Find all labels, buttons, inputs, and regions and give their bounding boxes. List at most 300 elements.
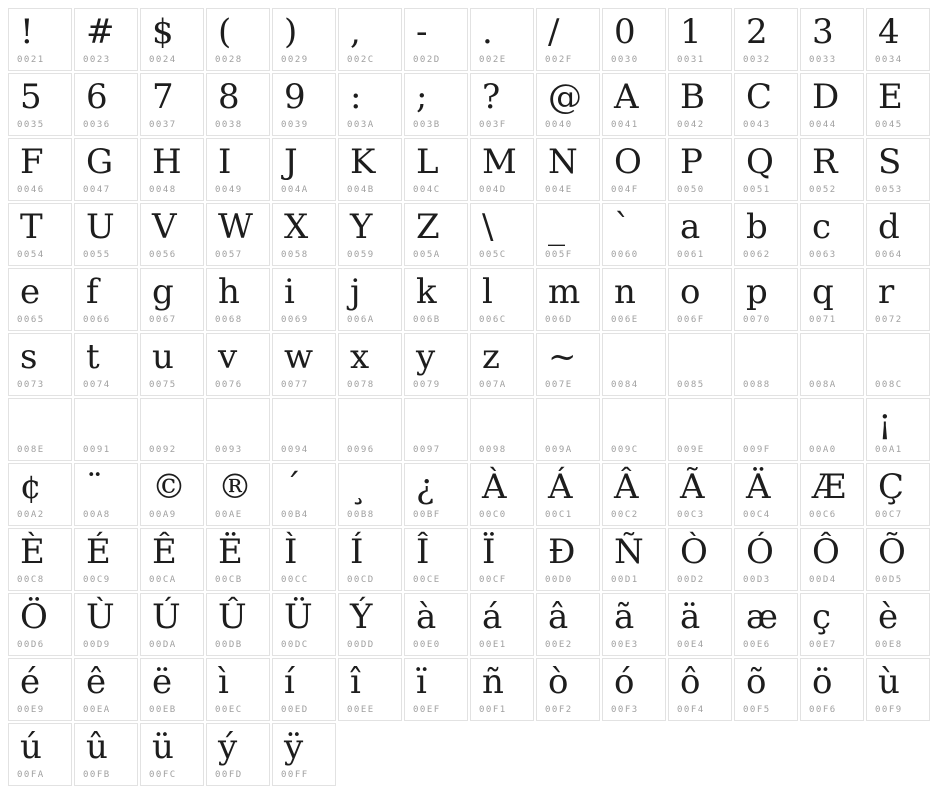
glyph-cell [404, 528, 468, 591]
glyph-cell [140, 333, 204, 396]
glyph-character: : [350, 77, 362, 117]
unicode-code-label: 00CE [413, 575, 441, 585]
unicode-code-label: 0078 [347, 380, 375, 390]
glyph-cell [74, 658, 138, 721]
glyph-character: ¨ [86, 467, 103, 507]
glyph-character [669, 334, 731, 379]
glyph-cell [206, 203, 270, 266]
glyph-character [75, 399, 137, 444]
unicode-code-label: 0048 [149, 185, 177, 195]
unicode-code-label: 008A [809, 380, 837, 390]
glyph-character: 0 [614, 12, 636, 52]
glyph-character: © [152, 467, 186, 507]
glyph-character: U [86, 207, 115, 247]
glyph-character [471, 399, 533, 444]
glyph-cell [734, 73, 798, 136]
glyph-character: ä [680, 597, 701, 637]
glyph-cell [668, 333, 732, 396]
unicode-code-label: 00F1 [479, 705, 507, 715]
glyph-character: Ò [680, 532, 708, 572]
glyph-cell [470, 73, 534, 136]
glyph-cell [74, 398, 138, 461]
glyph-cell [602, 203, 666, 266]
glyph-character: à [416, 597, 437, 637]
unicode-code-label: 00CC [281, 575, 309, 585]
unicode-code-label: 0037 [149, 120, 177, 130]
glyph-cell [404, 73, 468, 136]
unicode-code-label: 00CA [149, 575, 177, 585]
glyph-character: C [746, 77, 773, 117]
unicode-code-label: 00CF [479, 575, 507, 585]
glyph-character [273, 399, 335, 444]
glyph-cell [734, 138, 798, 201]
glyph-character: @ [548, 77, 582, 117]
glyph-character [603, 399, 665, 444]
glyph-character: ú [20, 727, 42, 767]
unicode-code-label: 00E7 [809, 640, 837, 650]
glyph-character: ã [614, 597, 635, 637]
glyph-character: Ô [812, 532, 840, 572]
unicode-code-label: 00F2 [545, 705, 573, 715]
unicode-code-label: 00EA [83, 705, 111, 715]
glyph-cell [800, 8, 864, 71]
glyph-cell [404, 333, 468, 396]
unicode-code-label: 0047 [83, 185, 111, 195]
glyph-character: ` [614, 207, 631, 247]
unicode-code-label: 00A9 [149, 510, 177, 520]
unicode-code-label: 00DA [149, 640, 177, 650]
glyph-character: Ê [152, 532, 177, 572]
glyph-cell [338, 8, 402, 71]
glyph-character: Ï [482, 532, 496, 572]
unicode-code-label: 008C [875, 380, 903, 390]
glyph-character: ü [152, 727, 174, 767]
glyph-character: û [86, 727, 108, 767]
unicode-code-label: 00C1 [545, 510, 573, 520]
glyph-character: M [482, 142, 517, 182]
glyph-character: ó [614, 662, 635, 702]
glyph-cell [668, 8, 732, 71]
glyph-cell [734, 658, 798, 721]
glyph-character: n [614, 272, 636, 312]
glyph-cell [206, 73, 270, 136]
glyph-cell [470, 528, 534, 591]
glyph-cell [272, 658, 336, 721]
glyph-character: í [284, 662, 295, 702]
glyph-character: / [548, 12, 560, 52]
glyph-character: É [86, 532, 111, 572]
glyph-cell [470, 398, 534, 461]
glyph-cell [272, 8, 336, 71]
glyph-character: i [284, 272, 295, 312]
glyph-cell [74, 723, 138, 786]
unicode-code-label: 00D4 [809, 575, 837, 585]
unicode-code-label: 00D2 [677, 575, 705, 585]
glyph-cell [272, 73, 336, 136]
glyph-cell [8, 528, 72, 591]
glyph-cell [74, 463, 138, 526]
glyph-cell [140, 268, 204, 331]
glyph-character: á [482, 597, 503, 637]
glyph-character: ô [680, 662, 701, 702]
glyph-character: I [218, 142, 232, 182]
unicode-code-label: 009E [677, 445, 705, 455]
glyph-cell [536, 463, 600, 526]
glyph-character [339, 399, 401, 444]
unicode-code-label: 0064 [875, 250, 903, 260]
glyph-character: d [878, 207, 900, 247]
glyph-character: Ë [218, 532, 243, 572]
glyph-cell [140, 593, 204, 656]
unicode-code-label: 0069 [281, 315, 309, 325]
glyph-character: v [218, 337, 238, 377]
unicode-code-label: 00ED [281, 705, 309, 715]
unicode-code-label: 00E3 [611, 640, 639, 650]
glyph-cell [602, 593, 666, 656]
glyph-character: 7 [152, 77, 174, 117]
glyph-cell [206, 658, 270, 721]
glyph-character: B [680, 77, 705, 117]
glyph-cell [206, 138, 270, 201]
glyph-cell [404, 203, 468, 266]
glyph-character: - [416, 12, 428, 52]
unicode-code-label: 0053 [875, 185, 903, 195]
unicode-code-label: 00E2 [545, 640, 573, 650]
unicode-code-label: 0028 [215, 55, 243, 65]
unicode-code-label: 007A [479, 380, 507, 390]
glyph-cell [800, 463, 864, 526]
glyph-character: Ä [746, 467, 771, 507]
glyph-cell [800, 593, 864, 656]
glyph-character: V [152, 207, 177, 247]
unicode-code-label: 003B [413, 120, 441, 130]
glyph-cell [272, 463, 336, 526]
glyph-character: Ý [350, 597, 373, 637]
glyph-character: Ç [878, 467, 905, 507]
glyph-character: z [482, 337, 500, 377]
glyph-character: Ñ [614, 532, 644, 572]
glyph-cell [8, 268, 72, 331]
glyph-character: X [284, 207, 309, 247]
unicode-code-label: 00D6 [17, 640, 45, 650]
glyph-cell [74, 268, 138, 331]
glyph-cell [668, 658, 732, 721]
glyph-cell [470, 203, 534, 266]
glyph-cell [272, 138, 336, 201]
glyph-cell [74, 203, 138, 266]
glyph-character: ÿ [284, 727, 304, 767]
glyph-cell [140, 8, 204, 71]
unicode-code-label: 00EF [413, 705, 441, 715]
glyph-character: Q [746, 142, 774, 182]
glyph-cell [338, 203, 402, 266]
glyph-cell [800, 658, 864, 721]
unicode-code-label: 00A0 [809, 445, 837, 455]
unicode-code-label: 00C2 [611, 510, 639, 520]
unicode-code-label: 004F [611, 185, 639, 195]
glyph-character: t [86, 337, 100, 377]
glyph-cell [536, 138, 600, 201]
glyph-cell [404, 658, 468, 721]
glyph-character: Â [614, 467, 639, 507]
glyph-cell [8, 138, 72, 201]
glyph-cell [74, 528, 138, 591]
unicode-code-label: 004B [347, 185, 375, 195]
glyph-cell [404, 138, 468, 201]
glyph-character: l [482, 272, 493, 312]
glyph-cell [602, 73, 666, 136]
glyph-character: ¸ [350, 467, 367, 507]
unicode-code-label: 0052 [809, 185, 837, 195]
unicode-code-label: 00C4 [743, 510, 771, 520]
unicode-code-label: 0032 [743, 55, 771, 65]
glyph-character: y [416, 337, 436, 377]
glyph-cell [470, 463, 534, 526]
unicode-code-label: 0070 [743, 315, 771, 325]
unicode-code-label: 00CD [347, 575, 375, 585]
glyph-cell [668, 398, 732, 461]
glyph-cell [800, 138, 864, 201]
unicode-code-label: 009F [743, 445, 771, 455]
unicode-code-label: 00D5 [875, 575, 903, 585]
unicode-code-label: 00EC [215, 705, 243, 715]
unicode-code-label: 00F6 [809, 705, 837, 715]
unicode-code-label: 0071 [809, 315, 837, 325]
glyph-character [141, 399, 203, 444]
glyph-character: î [350, 662, 361, 702]
glyph-character: ê [86, 662, 107, 702]
unicode-code-label: 00FB [83, 770, 111, 780]
unicode-code-label: 0085 [677, 380, 705, 390]
unicode-code-label: 005C [479, 250, 507, 260]
unicode-code-label: 00E9 [17, 705, 45, 715]
glyph-cell [272, 203, 336, 266]
unicode-code-label: 00C6 [809, 510, 837, 520]
unicode-code-label: 0098 [479, 445, 507, 455]
glyph-character: O [614, 142, 642, 182]
glyph-cell [404, 398, 468, 461]
unicode-code-label: 005A [413, 250, 441, 260]
glyph-character: N [548, 142, 578, 182]
glyph-cell [734, 398, 798, 461]
glyph-character: 2 [746, 12, 768, 52]
glyph-cell [404, 593, 468, 656]
glyph-cell [866, 73, 930, 136]
glyph-character [207, 399, 269, 444]
glyph-character: ì [218, 662, 229, 702]
glyph-character: Ù [86, 597, 115, 637]
glyph-cell [338, 658, 402, 721]
unicode-code-label: 006C [479, 315, 507, 325]
glyph-character: ~ [548, 337, 577, 377]
glyph-character: o [680, 272, 701, 312]
glyph-character: Z [416, 207, 440, 247]
unicode-code-label: 005F [545, 250, 573, 260]
glyph-cell [272, 398, 336, 461]
glyph-cell [206, 333, 270, 396]
glyph-character: Õ [878, 532, 906, 572]
glyph-cell [866, 333, 930, 396]
glyph-character: Û [218, 597, 247, 637]
glyph-cell [536, 203, 600, 266]
glyph-cell [140, 138, 204, 201]
unicode-code-label: 00EB [149, 705, 177, 715]
glyph-character: ñ [482, 662, 504, 702]
unicode-code-label: 00B8 [347, 510, 375, 520]
unicode-code-label: 00E4 [677, 640, 705, 650]
unicode-code-label: 0023 [83, 55, 111, 65]
unicode-code-label: 0050 [677, 185, 705, 195]
glyph-character: À [482, 467, 507, 507]
unicode-code-label: 0030 [611, 55, 639, 65]
glyph-cell [866, 203, 930, 266]
unicode-code-label: 0068 [215, 315, 243, 325]
glyph-cell [800, 268, 864, 331]
glyph-cell [272, 593, 336, 656]
unicode-code-label: 0034 [875, 55, 903, 65]
glyph-cell [74, 593, 138, 656]
glyph-cell [8, 658, 72, 721]
unicode-code-label: 0056 [149, 250, 177, 260]
glyph-cell [206, 593, 270, 656]
glyph-cell [74, 138, 138, 201]
glyph-character: ¢ [20, 467, 42, 507]
unicode-code-label: 00D0 [545, 575, 573, 585]
glyph-character: s [20, 337, 38, 377]
glyph-character: w [284, 337, 314, 377]
glyph-character: r [878, 272, 895, 312]
unicode-code-label: 0039 [281, 120, 309, 130]
unicode-code-label: 00E1 [479, 640, 507, 650]
glyph-cell [8, 333, 72, 396]
glyph-character: W [218, 207, 253, 247]
glyph-cell [206, 463, 270, 526]
glyph-cell [866, 8, 930, 71]
glyph-cell [734, 593, 798, 656]
glyph-cell [668, 528, 732, 591]
glyph-character [801, 399, 863, 444]
glyph-cell [140, 398, 204, 461]
unicode-code-label: 00C8 [17, 575, 45, 585]
glyph-character: G [86, 142, 114, 182]
unicode-code-label: 0073 [17, 380, 45, 390]
glyph-cell [536, 73, 600, 136]
glyph-character: e [20, 272, 41, 312]
glyph-cell [8, 203, 72, 266]
unicode-code-label: 0060 [611, 250, 639, 260]
unicode-code-label: 00D9 [83, 640, 111, 650]
unicode-code-label: 00C7 [875, 510, 903, 520]
unicode-code-label: 002F [545, 55, 573, 65]
glyph-character: ? [482, 77, 501, 117]
unicode-code-label: 00E0 [413, 640, 441, 650]
unicode-code-label: 008E [17, 445, 45, 455]
glyph-cell [140, 723, 204, 786]
glyph-character: 3 [812, 12, 834, 52]
unicode-code-label: 0092 [149, 445, 177, 455]
glyph-character: h [218, 272, 240, 312]
unicode-code-label: 0057 [215, 250, 243, 260]
unicode-code-label: 0084 [611, 380, 639, 390]
glyph-cell [8, 398, 72, 461]
glyph-cell [140, 658, 204, 721]
unicode-code-label: 006E [611, 315, 639, 325]
glyph-cell [470, 268, 534, 331]
glyph-cell [800, 528, 864, 591]
glyph-cell [404, 8, 468, 71]
glyph-cell [866, 658, 930, 721]
glyph-character: R [812, 142, 838, 182]
unicode-code-label: 00F9 [875, 705, 903, 715]
glyph-character: â [548, 597, 569, 637]
unicode-code-label: 0046 [17, 185, 45, 195]
glyph-character: ï [416, 662, 427, 702]
glyph-cell [734, 333, 798, 396]
unicode-code-label: 00E6 [743, 640, 771, 650]
glyph-cell [734, 528, 798, 591]
glyph-cell [338, 463, 402, 526]
glyph-cell [536, 658, 600, 721]
unicode-code-label: 00FD [215, 770, 243, 780]
glyph-character: Y [350, 207, 373, 247]
glyph-cell [74, 73, 138, 136]
unicode-code-label: 0063 [809, 250, 837, 260]
glyph-cell [536, 528, 600, 591]
glyph-cell [272, 528, 336, 591]
glyph-cell [8, 593, 72, 656]
glyph-character: ( [218, 12, 232, 52]
glyph-character: ë [152, 662, 173, 702]
unicode-code-label: 006D [545, 315, 573, 325]
glyph-character: ® [218, 467, 252, 507]
glyph-cell [206, 723, 270, 786]
unicode-code-label: 0072 [875, 315, 903, 325]
glyph-cell [866, 593, 930, 656]
glyph-cell [536, 593, 600, 656]
glyph-cell [272, 723, 336, 786]
glyph-cell [866, 398, 930, 461]
unicode-code-label: 0094 [281, 445, 309, 455]
glyph-character: g [152, 272, 174, 312]
glyph-character: F [20, 142, 44, 182]
glyph-cell [866, 268, 930, 331]
unicode-code-label: 00A2 [17, 510, 45, 520]
unicode-code-label: 0091 [83, 445, 111, 455]
unicode-code-label: 002E [479, 55, 507, 65]
unicode-code-label: 00A1 [875, 445, 903, 455]
glyph-character: é [20, 662, 41, 702]
unicode-code-label: 00D3 [743, 575, 771, 585]
glyph-character: ! [20, 12, 34, 52]
glyph-cell [404, 463, 468, 526]
glyph-character: Á [548, 467, 573, 507]
glyph-character: ù [878, 662, 900, 702]
glyph-cell [470, 138, 534, 201]
unicode-code-label: 0077 [281, 380, 309, 390]
unicode-code-label: 006B [413, 315, 441, 325]
glyph-character: _ [548, 207, 565, 247]
unicode-code-label: 00F5 [743, 705, 771, 715]
glyph-cell [338, 268, 402, 331]
unicode-code-label: 00EE [347, 705, 375, 715]
glyph-cell [470, 593, 534, 656]
glyph-character: m [548, 272, 581, 312]
glyph-character: ö [812, 662, 833, 702]
glyph-cell [866, 528, 930, 591]
unicode-code-label: 002C [347, 55, 375, 65]
unicode-code-label: 003F [479, 120, 507, 130]
glyph-character [537, 399, 599, 444]
